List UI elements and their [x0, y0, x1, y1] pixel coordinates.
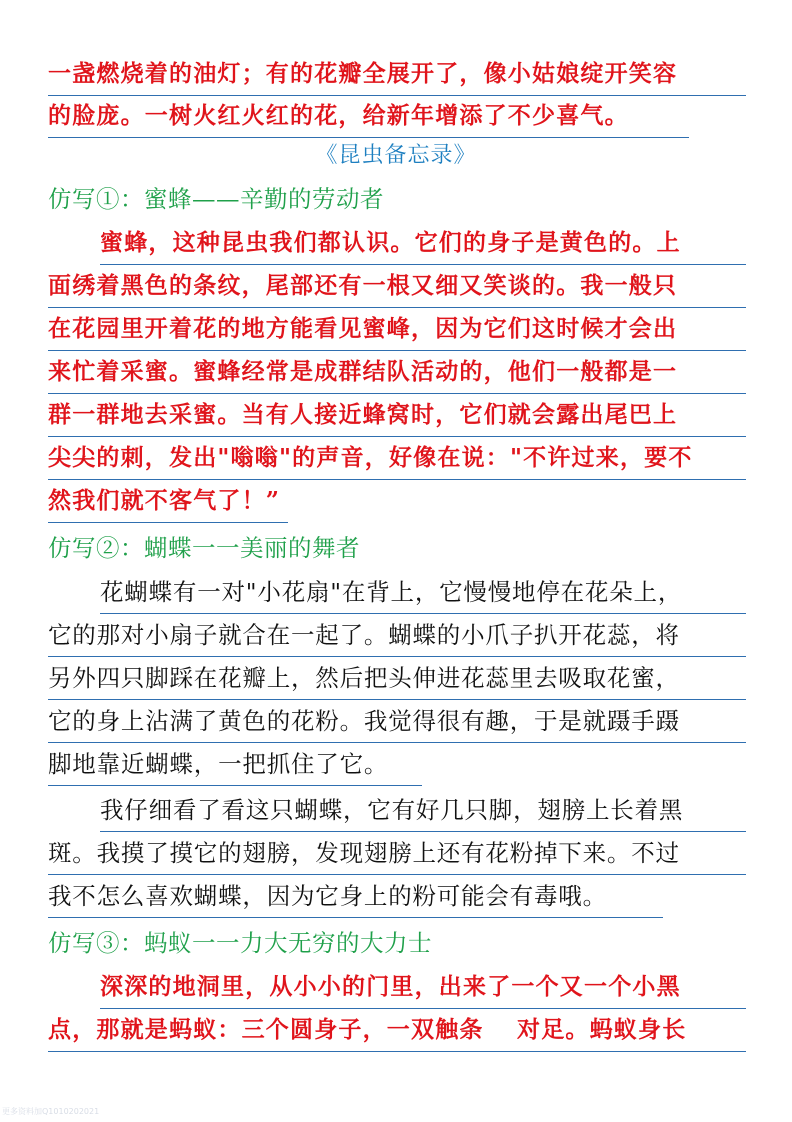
section1-line-3: 在花园里开着花的地方能看见蜜峰，因为它们这时候才会出	[48, 309, 746, 351]
section1-line-5: 群一群地去采蜜。当有人接近蜂窝时，它们就会露出尾巴上	[48, 395, 746, 437]
section2-line-8: 我不怎么喜欢蝴蝶，因为它身上的粉可能会有毒哦。	[48, 876, 663, 918]
section2-line-5: 脚地靠近蝴蝶，一把抓住了它。	[48, 744, 422, 786]
section3-heading: 仿写③：蚂蚁一一力大无穷的大力士	[48, 929, 432, 957]
section1-heading: 仿写①：蜜蜂——辛勤的劳动者	[48, 185, 384, 213]
section2-heading: 仿写②：蝴蝶一一美丽的舞者	[48, 534, 360, 562]
section1-line-6: 尖尖的刺，发出"嗡嗡"的声音，好像在说："不许过来，要不	[48, 438, 746, 480]
section2-line-6: 我仔细看了看这只蝴蝶，它有好几只脚，翅膀上长着黑	[100, 790, 746, 832]
intro-line-1: 一盏燃烧着的油灯；有的花瓣全展开了，像小姑娘绽开笑容	[48, 54, 746, 96]
section1-line-7: 然我们就不客气了！”	[48, 481, 288, 523]
section3-line-2: 点，那就是蚂蚁：三个圆身子，一双触条 对足。蚂蚁身长	[48, 1010, 746, 1052]
section1-line-4: 来忙着采蜜。蜜蜂经常是成群结队活动的，他们一般都是一	[48, 352, 746, 394]
section1-line-2: 面绣着黑色的条纹，尾部还有一根又细又笑谈的。我一般只	[48, 266, 746, 308]
section2-line-4: 它的身上沾满了黄色的花粉。我觉得很有趣，于是就蹑手蹑	[48, 701, 746, 743]
section3-line-1: 深深的地洞里，从小小的门里，出来了一个又一个小黑	[100, 967, 746, 1009]
page-title: 《昆虫备忘录》	[315, 143, 477, 168]
section2-line-2: 它的那对小扇子就合在一起了。蝴蝶的小爪子扒开花蕊，将	[48, 615, 746, 657]
section2-line-7: 斑。我摸了摸它的翅膀，发现翅膀上还有花粉掉下来。不过	[48, 833, 746, 875]
section1-line-1: 蜜蜂，这种昆虫我们都认识。它们的身子是黄色的。上	[100, 223, 746, 265]
section2-line-1: 花蝴蝶有一对"小花扇"在背上，它慢慢地停在花朵上，	[100, 572, 746, 614]
section2-line-3: 另外四只脚踩在花瓣上，然后把头伸进花蕊里去吸取花蜜，	[48, 658, 746, 700]
watermark-text: 更多资料加Q1010202021	[2, 1107, 100, 1116]
intro-line-2: 的脸庞。一树火红火红的花，给新年增添了不少喜气。	[48, 96, 689, 138]
